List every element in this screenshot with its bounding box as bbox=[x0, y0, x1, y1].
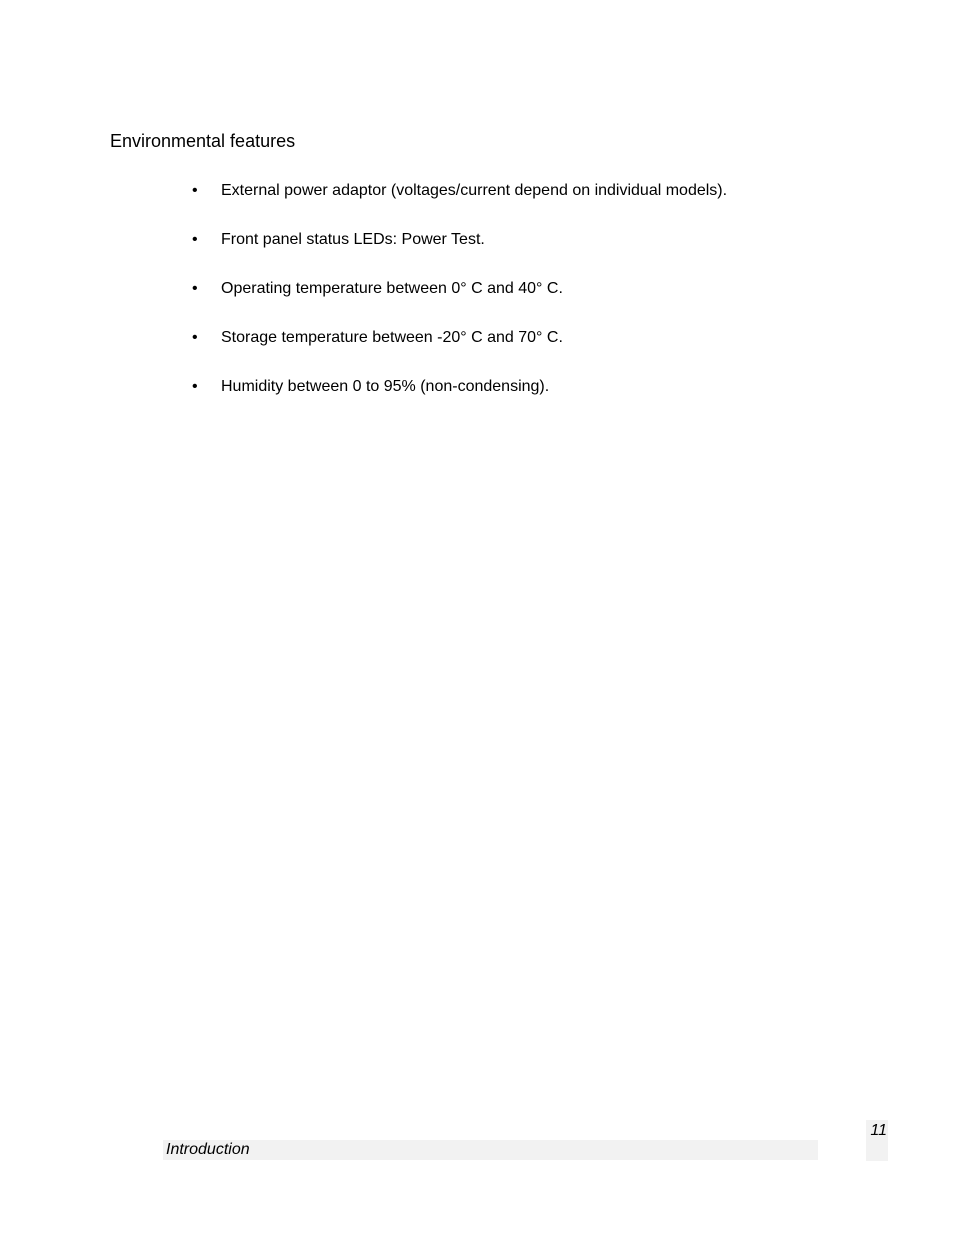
list-item-text: External power adaptor (voltages/current depend on individual models). bbox=[221, 182, 728, 199]
section-heading: Environmental features bbox=[110, 131, 296, 151]
list-item bbox=[192, 180, 892, 202]
list-item bbox=[192, 229, 892, 251]
bullet-icon: • bbox=[192, 231, 198, 248]
list-item-text: Operating temperature between 0° C and 40° C. bbox=[221, 280, 563, 297]
list-item-text: Front panel status LEDs: Power Test. bbox=[221, 231, 485, 248]
bullet-icon: • bbox=[192, 280, 198, 297]
list-item-text: Storage temperature between -20° C and 70° C. bbox=[221, 329, 563, 346]
list-item bbox=[192, 278, 892, 300]
list-item bbox=[192, 376, 892, 398]
bullet-icon: • bbox=[192, 378, 198, 395]
footer-section-label: Introduction bbox=[166, 1141, 250, 1158]
list-item-text: Humidity between 0 to 95% (non-condensing). bbox=[221, 378, 550, 395]
bullet-icon: • bbox=[192, 329, 198, 346]
footer-bar bbox=[163, 1140, 818, 1160]
page-number-box bbox=[866, 1120, 888, 1161]
bullet-icon: • bbox=[192, 182, 198, 199]
list-item bbox=[192, 327, 892, 349]
page-number: 11 bbox=[870, 1122, 887, 1139]
